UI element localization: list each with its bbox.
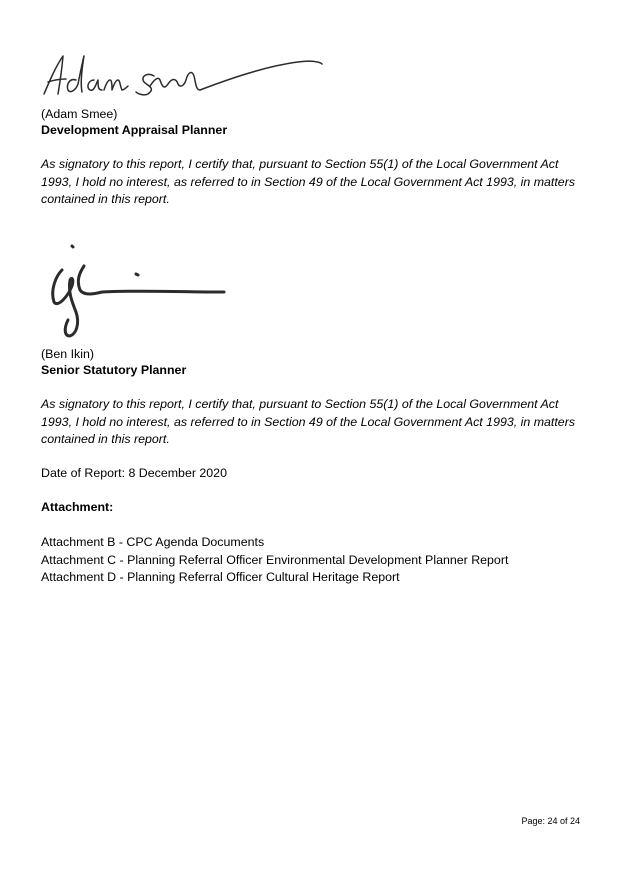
signature-ben-ikin	[46, 236, 236, 342]
signatory-1-name: (Adam Smee)	[41, 107, 118, 121]
attachment-item: Attachment D - Planning Referral Officer Cultural Heritage Report	[41, 570, 400, 584]
signatory-2-title: Senior Statutory Planner	[41, 363, 187, 377]
signatory-1-title: Development Appraisal Planner	[41, 123, 228, 137]
report-date: Date of Report: 8 December 2020	[41, 466, 227, 480]
certification-line: As signatory to this report, I certify that, pursuant to Section 55(1) of the Local Government Act	[41, 397, 559, 411]
attachments-list	[41, 534, 508, 587]
certification-line: As signatory to this report, I certify that, pursuant to Section 55(1) of the Local Government Act	[41, 157, 559, 171]
certification-line: 1993, I hold no interest, as referred to in Section 49 of the Local Government Act 1993, in matters	[41, 414, 576, 429]
signatory-1-certification	[41, 156, 581, 209]
signature-adam-smee	[36, 50, 336, 102]
attachments-heading: Attachment:	[41, 500, 114, 514]
attachment-item: Attachment B - CPC Agenda Documents	[41, 535, 265, 549]
attachment-item: Attachment C - Planning Referral Officer Environmental Development Planner Report	[41, 552, 509, 567]
page-number: Page: 24 of 24	[521, 816, 580, 826]
certification-line: 1993, I hold no interest, as referred to in Section 49 of the Local Government Act 1993, in matters	[41, 174, 576, 189]
certification-line: contained in this report.	[41, 192, 170, 206]
signatory-2-name: (Ben Ikin)	[41, 347, 95, 361]
certification-line: contained in this report.	[41, 432, 170, 446]
signatory-2-certification	[41, 396, 581, 449]
